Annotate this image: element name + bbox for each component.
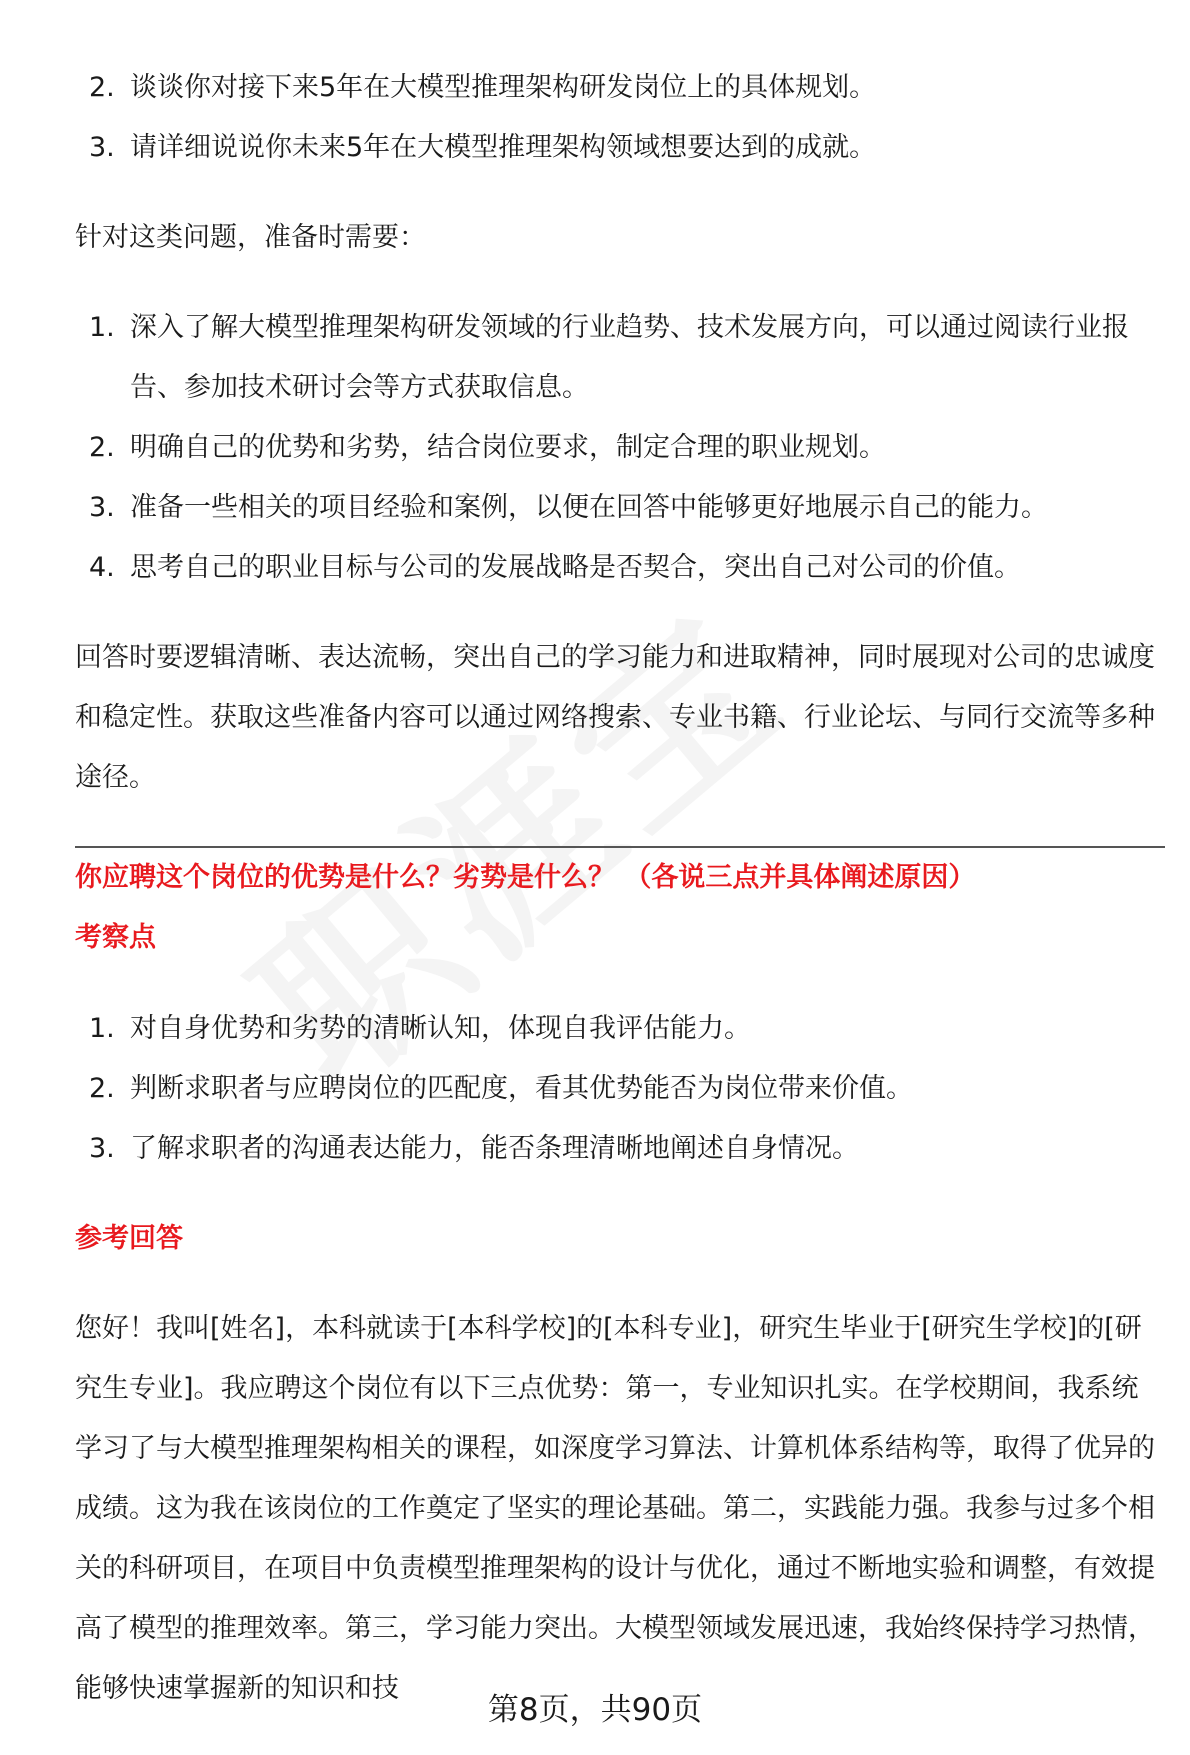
list-item: 3. 请详细说说你未来5年在大模型推理架构领域想要达到的成就。 [89,132,877,163]
list-item: 3. 准备一些相关的项目经验和案例，以便在回答中能够更好地展示自己的能力。 [89,492,1048,523]
prepare-list [75,298,1155,598]
content-area [75,58,1155,1719]
list-item: 1. 深入了解大模型推理架构研发领域的行业趋势、技术发展方向，可以通过阅读行业报告、参加技术研讨会等方式获取信息。 [89,312,1129,403]
list-item: 4. 思考自己的职业目标与公司的发展战略是否契合，突出自己对公司的价值。 [89,552,1021,583]
answer-tips: 回答时要逻辑清晰、表达流畅，突出自己的学习能力和进取精神，同时展现对公司的忠诚度和稳定性。获取这些准备内容可以通过网络搜索、专业书籍、行业论坛、与同行交流等多种途径。 [75,642,1155,793]
prepare-intro: 针对这类问题，准备时需要： [75,222,426,253]
list-item: 2. 明确自己的优势和劣势，结合岗位要求，制定合理的职业规划。 [89,432,886,463]
focus-heading: 考察点 [75,922,156,953]
reference-heading: 参考回答 [75,1223,183,1254]
list-item: 2. 判断求职者与应聘岗位的匹配度，看其优势能否为岗位带来价值。 [89,1073,913,1104]
list-item: 3. 了解求职者的沟通表达能力，能否条理清晰地阐述自身情况。 [89,1133,859,1164]
question-list [75,58,1155,178]
focus-list [75,999,1155,1179]
list-item: 1. 对自身优势和劣势的清晰认知，体现自我评估能力。 [89,1013,751,1044]
reference-answer: 您好！我叫[姓名]，本科就读于[本科学校]的[本科专业]，研究生毕业于[研究生学校]的[研究生专业]。我应聘这个岗位有以下三点优势：第一，专业知识扎实。在学校期间，我系统学习了与大模型推理架构相关的课程，如深度学习算法、计算机体系结构等，取得了优异的成绩。这为我在该岗位的工作奠定了坚实的理论基础。第二，实践能力强。我参与过多个相关的科研项目，在项目中负责模型推理架构的设计与优化，通过不断地实验和调整，有效提高了模型的推理效率。第三，学习能力突出。大模型领域发展迅速，我始终保持学习热情，能够快速掌握新的知识和技 [75,1313,1155,1704]
question-heading: 你应聘这个岗位的优势是什么？劣势是什么？ （各说三点并具体阐述原因） [75,862,976,893]
list-item: 2. 谈谈你对接下来5年在大模型推理架构研发岗位上的具体规划。 [89,72,877,103]
page-footer: 第8页，共90页 [487,1692,703,1728]
